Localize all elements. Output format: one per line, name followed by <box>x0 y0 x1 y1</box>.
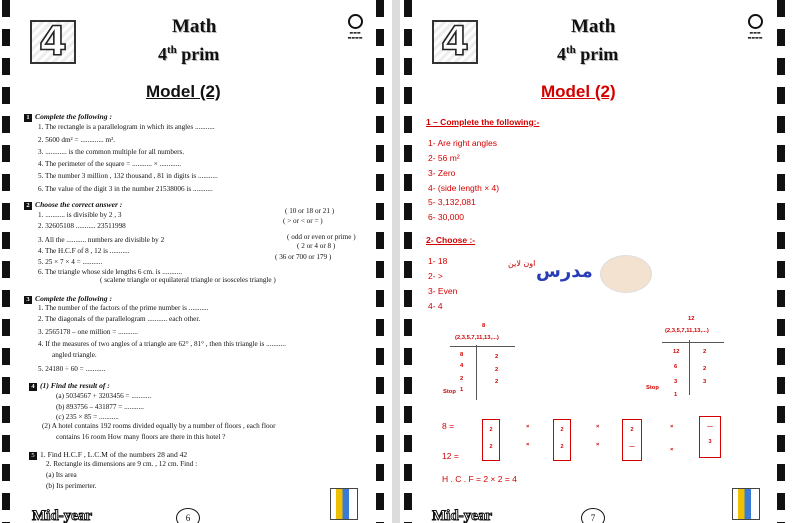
div12-primes: (2,3,5,7,11,13,...) <box>665 328 709 334</box>
div8-right: 2 <box>495 354 499 360</box>
subject-title: Math <box>172 16 217 37</box>
q2-options: ( 36 or 700 or 179 ) <box>275 253 332 261</box>
div8-left: 4 <box>460 363 464 369</box>
school-logo-icon: ▬▬▬ ▬▬▬▬ <box>340 14 370 40</box>
div12-top: 12 <box>688 316 695 322</box>
div8-right: 2 <box>495 379 499 385</box>
hcf-result: H . C . F = 2 × 2 = 4 <box>442 474 517 484</box>
times-sign: × <box>526 442 530 448</box>
q3-item: 2. The diagonals of the parallelogram ........... each other. <box>38 315 201 323</box>
footer-label: Mid-year <box>432 508 492 523</box>
q2-header: 2 Choose the correct answer : <box>24 200 122 210</box>
q1-item: 3. ............ is the common multiple for all numbers. <box>38 148 185 156</box>
subject-title: Math <box>571 16 616 37</box>
q1-item: 1. The rectangle is a parallelogram in which its angles ........... <box>38 123 215 131</box>
q2-options: ( 10 or 18 or 21 ) <box>285 207 335 215</box>
watermark-text: مدرس <box>536 261 593 282</box>
q1-item: 4. The perimeter of the square = ........... × ............ <box>38 160 182 168</box>
q4-item: (c) 235 × 85 = ........... <box>56 413 119 421</box>
grade-four-icon: 4 <box>30 20 76 64</box>
q1-item: 2. 5600 dm² = ............. m². <box>38 136 116 144</box>
q2-item: 6. The triangle whose side lengths 6 cm. is ........... <box>38 268 182 276</box>
div8-right: 2 <box>495 367 499 373</box>
q1-item: 6. The value of the digit 3 in the number 21538006 is ........... <box>38 185 213 193</box>
q4-item-continued: contains 16 room How many floors are there in this hotel ? <box>56 433 226 441</box>
q5-item: 2. Rectangle its dimensions are 9 cm. , 12 cm. Find : <box>46 460 198 468</box>
div12-vline <box>689 340 690 395</box>
factor-box: 2 — <box>622 419 642 461</box>
div12-stop: Stop <box>646 385 659 391</box>
div12-left: 3 <box>674 379 678 385</box>
teacher-photo <box>600 255 652 293</box>
div8-primes: (2,3,5,7,11,13,...) <box>455 335 499 341</box>
q3-header: 3 Complete the following : <box>24 294 112 304</box>
q2-item: 4. The H.C.F of 8 , 12 is ........... <box>38 247 130 255</box>
q4-header: 4 (1) Find the result of : <box>29 381 110 391</box>
right-page <box>400 0 795 523</box>
eq8-label: 8 = <box>442 421 455 431</box>
grade-label: 4th prim <box>557 44 619 64</box>
answer-item: 5- 3,132,081 <box>428 197 476 207</box>
q2-options: ( odd or even or prime ) <box>287 233 356 241</box>
grade-four-icon: 4 <box>432 20 478 64</box>
right-border-dashes-right <box>777 0 785 523</box>
div8-left: 2 <box>460 376 464 382</box>
q2-item: 2. 32605108 ........... 23511998 <box>38 222 126 230</box>
q3-item: 5. 24180 ÷ 60 = ........... <box>38 365 106 373</box>
times-sign: × <box>596 424 600 430</box>
q3-item: 3. 2565178 – one million = ........... <box>38 328 138 336</box>
q2-item: 1. ........... is divisible by 2 , 3 <box>38 211 122 219</box>
q3-item: 1. The number of the factors of the prime number is ........... <box>38 304 209 312</box>
left-border-dashes-right <box>376 0 384 523</box>
pencil-book-icon <box>732 488 760 520</box>
q2-options: ( > or < or = ) <box>283 217 323 225</box>
div8-hline <box>450 346 515 347</box>
div8-left: 1 <box>460 387 464 393</box>
div8-top: 8 <box>482 323 486 329</box>
footer-label: Mid-year <box>32 508 92 523</box>
div8-vline <box>476 345 477 400</box>
answers-1-heading: 1 – Complete the following:- <box>426 117 540 127</box>
times-sign: × <box>596 442 600 448</box>
right-border-dashes <box>404 0 412 523</box>
q2-options: ( scalene triangle or equilateral triangle or isosceles triangle ) <box>100 276 276 284</box>
answer-item: 4- (side length × 4) <box>428 183 500 193</box>
model-heading: Model (2) <box>146 82 221 101</box>
q1-item: 5. The number 3 million , 132 thousand , 81 in digits is ........... <box>38 172 218 180</box>
div12-left: 1 <box>674 392 678 398</box>
q4-item: (b) 893756 – 431877 = ........... <box>56 403 144 411</box>
div12-right: 2 <box>703 349 707 355</box>
q1-header: 1 Complete the following : <box>24 112 112 122</box>
page-gap <box>392 0 400 523</box>
factor-box: — 3 <box>699 416 721 458</box>
answers-2-heading: 2- Choose :- <box>426 235 476 245</box>
q2-options: ( 2 or 4 or 8 ) <box>297 242 336 250</box>
div12-right: 3 <box>703 379 707 385</box>
times-sign: × <box>526 424 530 430</box>
pencil-book-icon <box>330 488 358 520</box>
q5-item: (a) Its area <box>46 471 77 479</box>
times-sign: × <box>670 424 674 430</box>
q3-item: 4. If the measures of two angles of a triangle are 62° , 81° , then this triangle is ........... <box>38 340 286 348</box>
grade-label: 4th prim <box>158 44 220 64</box>
left-page <box>0 0 392 523</box>
q3-item-continued: angled triangle. <box>52 351 97 359</box>
answer-item: 2- > <box>428 271 443 281</box>
answer-item: 2- 56 m² <box>428 153 460 163</box>
div12-right: 2 <box>703 366 707 372</box>
left-border-dashes <box>2 0 10 523</box>
factor-box: 2 2 <box>553 419 571 461</box>
model-heading: Model (2) <box>541 82 616 101</box>
q2-item: 5. 25 × 7 × 4 = ........... <box>38 258 103 266</box>
answer-item: 6- 30,000 <box>428 212 464 222</box>
q4-item: (2) A hotel contains 192 rooms divided equally by a number of floors , each floor <box>42 422 276 430</box>
div12-hline <box>662 342 724 343</box>
answer-item: 3- Even <box>428 286 458 296</box>
answer-item: 1- 18 <box>428 256 448 266</box>
watermark-logo <box>508 255 658 291</box>
div12-left: 6 <box>674 364 678 370</box>
school-logo-icon: ▬▬▬ ▬▬▬▬ <box>740 14 770 40</box>
div8-left: 8 <box>460 352 464 358</box>
q5-header: 5 1. Find H.C.F , L.C.M of the numbers 28 and 42 <box>29 450 187 460</box>
eq12-label: 12 = <box>442 451 459 461</box>
q2-item: 3. All the ........... numbers are divisible by 2 <box>38 236 165 244</box>
div8-stop: Stop <box>443 389 456 395</box>
q4-item: (a) 5034567 + 3203456 = ........... <box>56 392 152 400</box>
times-sign: × <box>670 447 674 453</box>
answer-item: 3- Zero <box>428 168 456 178</box>
answer-item: 1- Are right angles <box>428 138 497 148</box>
div12-left: 12 <box>673 349 680 355</box>
answer-item: 4- 4 <box>428 301 443 311</box>
watermark-subtext: اون لاين <box>508 259 536 268</box>
page-number: 7 <box>581 508 605 523</box>
factor-box: 2 2 <box>482 419 500 461</box>
page-number: 6 <box>176 508 200 523</box>
q5-item: (b) Its perimerter. <box>46 482 97 490</box>
